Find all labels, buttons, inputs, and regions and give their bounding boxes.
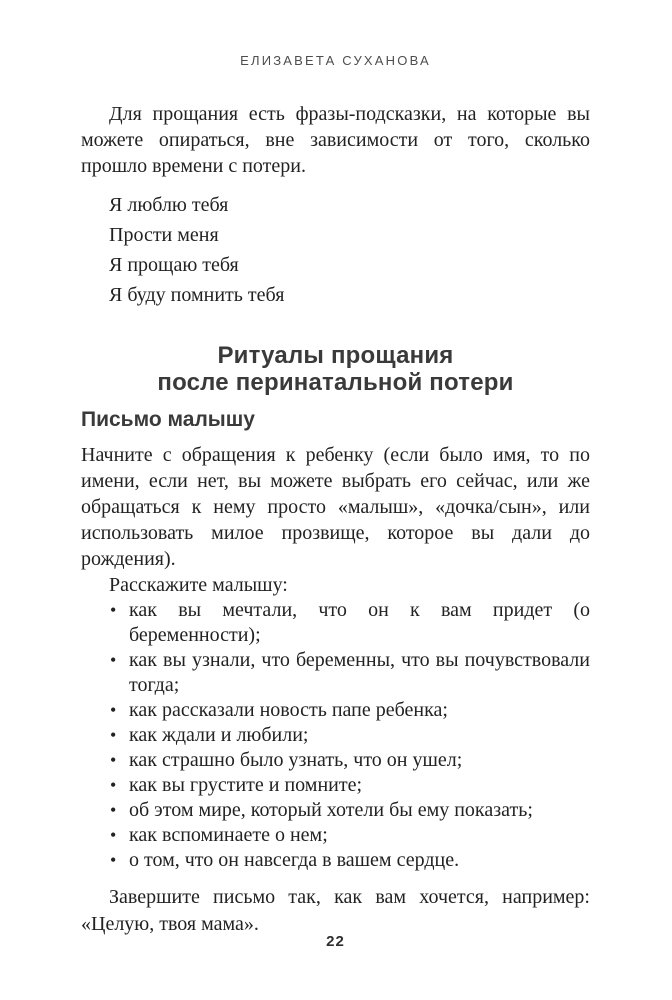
bullet-text: как рассказали новость папе ребенка; <box>129 699 448 721</box>
bullet-item <box>81 723 590 748</box>
bullet-item <box>81 648 590 698</box>
bullet-item <box>81 773 590 798</box>
bullet-icon: • <box>110 750 117 770</box>
bullet-text: как вы грустите и помните; <box>129 774 363 796</box>
bullet-icon: • <box>110 600 117 620</box>
section-heading-line1: Ритуалы прощания <box>217 342 454 369</box>
page-number: 22 <box>326 933 345 950</box>
bullet-item <box>81 823 590 848</box>
bullet-text: как ждали и любили; <box>129 724 309 746</box>
bullet-item <box>81 698 590 723</box>
bullet-text: о том, что он навсегда в вашем сердце. <box>129 849 460 871</box>
running-header: ЕЛИЗАВЕТА СУХАНОВА <box>240 53 431 68</box>
farewell-phrase-list <box>81 192 590 308</box>
bullet-icon: • <box>110 825 117 845</box>
bullet-icon: • <box>110 725 117 745</box>
bullet-item <box>81 848 590 873</box>
closing-paragraph: Завершите письмо так, как вам хочется, например: «Целую, твоя мама». <box>81 886 590 935</box>
bullet-item <box>81 748 590 773</box>
bullet-icon: • <box>110 800 117 820</box>
bullet-list <box>81 598 590 873</box>
bullet-icon: • <box>110 700 117 720</box>
intro-paragraph: Для прощания есть фразы-подсказки, на которые вы можете опираться, вне зависимости от того, сколько прошло времени с потери. <box>81 103 590 177</box>
bullet-item <box>81 798 590 823</box>
bullet-text: как страшно было узнать, что он ушел; <box>129 749 463 771</box>
farewell-phrase: Я люблю тебя <box>109 194 229 216</box>
section-subheading: Письмо малышу <box>81 408 255 431</box>
bullet-text: об этом мире, который хотели бы ему показать; <box>129 799 533 821</box>
bullet-item <box>81 598 590 648</box>
bullet-text: как вы мечтали, что он к вам придет (о беременности); <box>129 599 590 646</box>
bullet-icon: • <box>110 850 117 870</box>
bullet-text: как вы узнали, что беременны, что вы почувствовали тогда; <box>129 649 590 696</box>
bullet-icon: • <box>110 775 117 795</box>
section-heading <box>81 342 590 396</box>
bullet-icon: • <box>110 650 117 670</box>
body-paragraph: Начните с обращения к ребенку (если было имя, то по имени, если нет, вы можете выбрать его сейчас, или же обращаться к нему просто «малыш», «дочка/сын», или использовать милое прозвище, которое вы дали до рождения). <box>81 444 590 570</box>
section-heading-line2: после перинатальной потери <box>157 369 514 396</box>
page-content <box>81 101 590 938</box>
list-intro: Расскажите малышу: <box>109 574 288 596</box>
farewell-phrase: Я прощаю тебя <box>109 254 239 276</box>
bullet-text: как вспоминаете о нем; <box>129 824 328 846</box>
farewell-phrase: Прости меня <box>109 224 219 246</box>
farewell-phrase: Я буду помнить тебя <box>109 284 285 306</box>
